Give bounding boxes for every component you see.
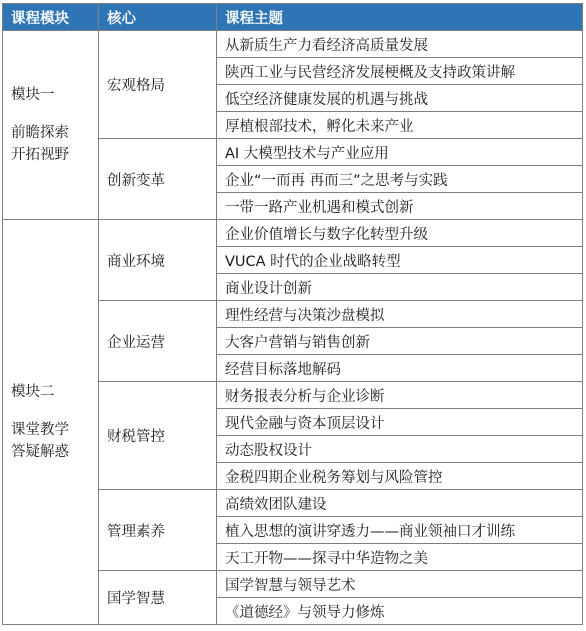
header-core: 核心 bbox=[99, 4, 217, 31]
core-cell: 财税管控 bbox=[99, 382, 217, 490]
topic-cell: 商业设计创新 bbox=[217, 274, 583, 301]
header-module: 课程模块 bbox=[3, 4, 99, 31]
core-cell: 商业环境 bbox=[99, 220, 217, 301]
topic-cell: 植入思想的演讲穿透力——商业领袖口才训练 bbox=[217, 517, 583, 544]
module-name: 模块二 bbox=[11, 384, 55, 400]
core-cell: 创新变革 bbox=[99, 139, 217, 220]
table-row bbox=[3, 31, 583, 58]
module-name: 模块一 bbox=[11, 87, 55, 103]
module-subtitle-line2: 开拓视野 bbox=[11, 147, 69, 163]
topic-cell: 一带一路产业机遇和模式创新 bbox=[217, 193, 583, 220]
module-subtitle-line1: 课堂教学 bbox=[11, 422, 69, 438]
header-topic: 课程主题 bbox=[217, 4, 583, 31]
core-cell: 企业运营 bbox=[99, 301, 217, 382]
topic-cell: 《道德经》与领导力修炼 bbox=[217, 598, 583, 625]
header-row bbox=[3, 4, 583, 31]
topic-cell: 厚植根部技术，孵化未来产业 bbox=[217, 112, 583, 139]
topic-cell: 低空经济健康发展的机遇与挑战 bbox=[217, 85, 583, 112]
module-cell bbox=[3, 220, 99, 625]
topic-cell: 企业价值增长与数字化转型升级 bbox=[217, 220, 583, 247]
topic-cell: 天工开物——探寻中华造物之美 bbox=[217, 544, 583, 571]
topic-cell: 动态股权设计 bbox=[217, 436, 583, 463]
module-subtitle-line1: 前瞻探索 bbox=[11, 125, 69, 141]
core-cell: 管理素养 bbox=[99, 490, 217, 571]
module-subtitle-line2: 答疑解惑 bbox=[11, 444, 69, 460]
topic-cell: 陕西工业与民营经济发展梗概及支持政策讲解 bbox=[217, 58, 583, 85]
topic-cell: VUCA 时代的企业战略转型 bbox=[217, 247, 583, 274]
topic-cell: 理性经营与决策沙盘模拟 bbox=[217, 301, 583, 328]
core-cell: 国学智慧 bbox=[99, 571, 217, 625]
module-cell bbox=[3, 31, 99, 220]
topic-cell: 大客户营销与销售创新 bbox=[217, 328, 583, 355]
topic-cell: 现代金融与资本顶层设计 bbox=[217, 409, 583, 436]
topic-cell: 从新质生产力看经济高质量发展 bbox=[217, 31, 583, 58]
core-cell: 宏观格局 bbox=[99, 31, 217, 139]
course-table bbox=[2, 3, 583, 625]
table-row bbox=[3, 220, 583, 247]
topic-cell: 高绩效团队建设 bbox=[217, 490, 583, 517]
topic-cell: 财务报表分析与企业诊断 bbox=[217, 382, 583, 409]
topic-cell: 经营目标落地解码 bbox=[217, 355, 583, 382]
topic-cell: AI 大模型技术与产业应用 bbox=[217, 139, 583, 166]
topic-cell: 企业“一而再 再而三”之思考与实践 bbox=[217, 166, 583, 193]
topic-cell: 国学智慧与领导艺术 bbox=[217, 571, 583, 598]
topic-cell: 金税四期企业税务筹划与风险管控 bbox=[217, 463, 583, 490]
